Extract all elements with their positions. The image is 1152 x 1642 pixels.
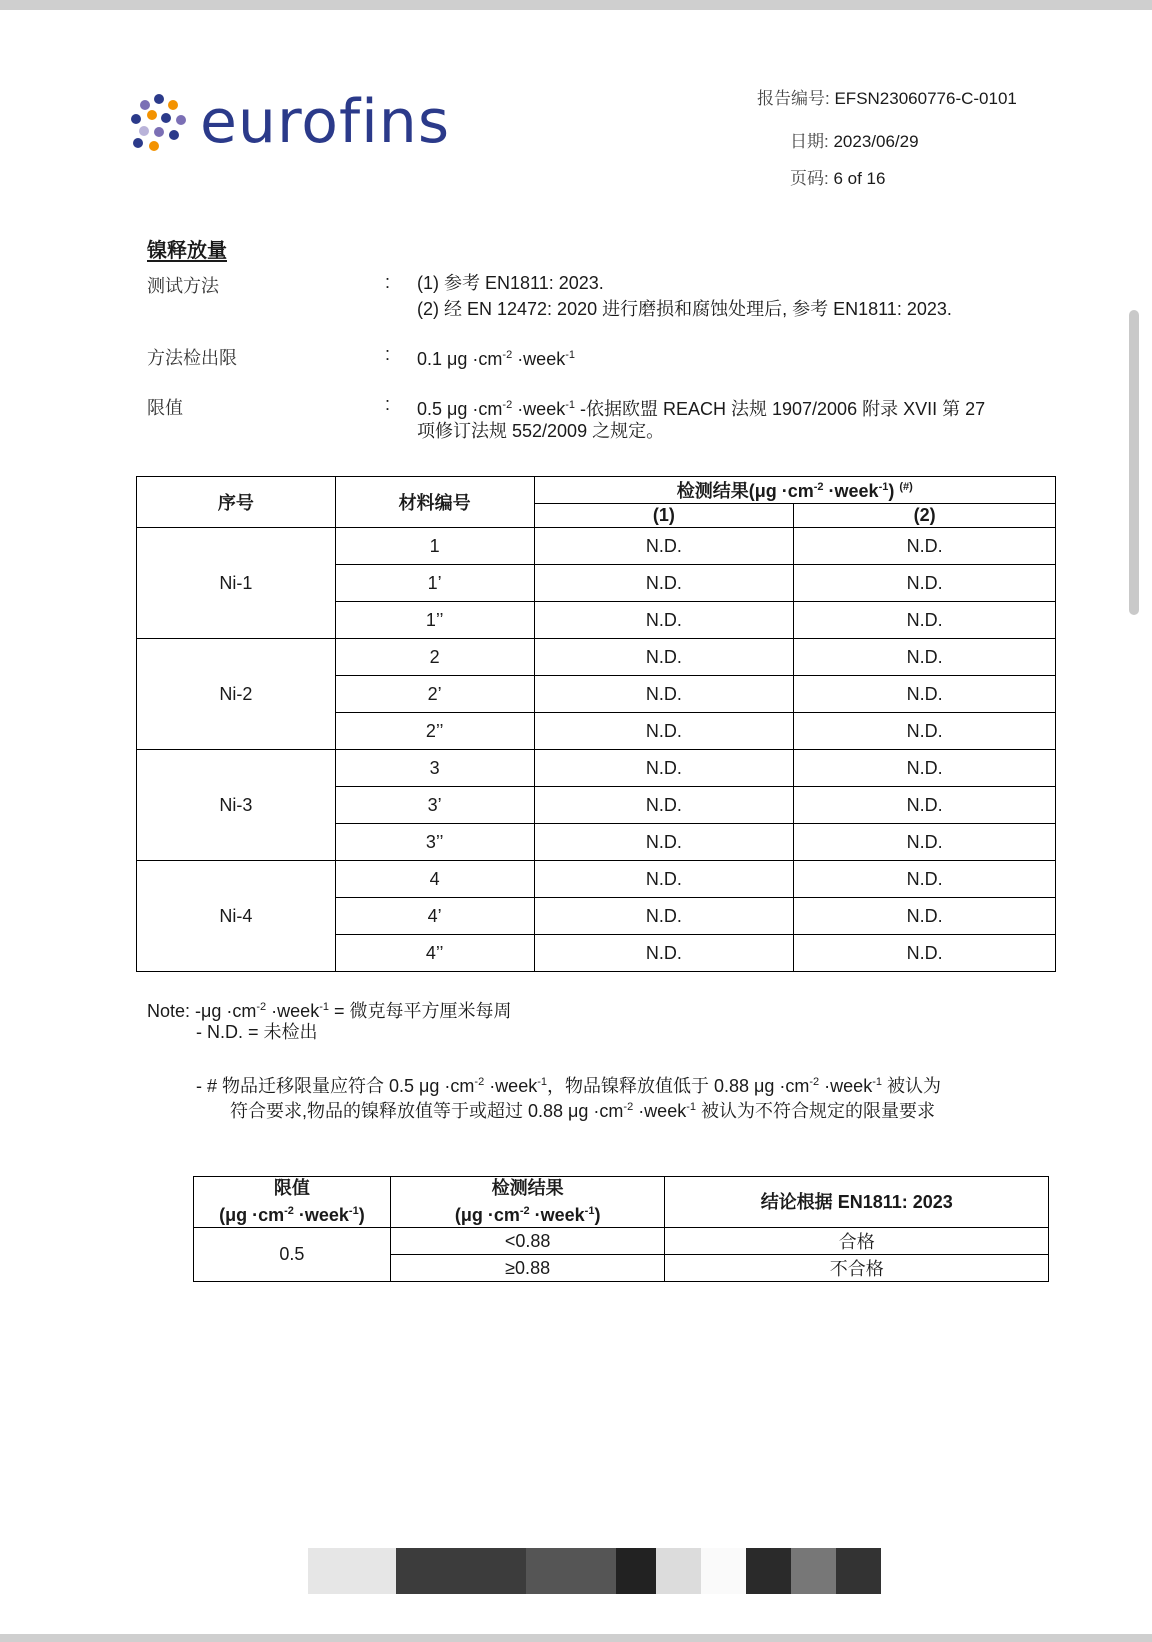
colon: : — [385, 344, 391, 364]
method-line-1: (1) 参考 EN1811: 2023. — [417, 273, 604, 293]
result-2-cell: N.D. — [794, 898, 1056, 935]
result-2-cell: N.D. — [794, 639, 1056, 676]
result-2-cell: N.D. — [794, 750, 1056, 787]
material-cell: 2’ — [335, 676, 534, 713]
note-unit: Note: $-\mu g \cdot cm^{-2}$ ·week$^{-1}$ = 微克每平方厘米每周 — [147, 1001, 512, 1021]
result-2-cell: N.D. — [794, 787, 1056, 824]
material-cell: 3’ — [335, 787, 534, 824]
result-1-cell: N.D. — [534, 602, 794, 639]
sample-id-cell: Ni-4 — [137, 861, 336, 972]
result-1-cell: N.D. — [534, 676, 794, 713]
eurofins-dots-icon — [128, 91, 190, 153]
result-2-cell: N.D. — [794, 565, 1056, 602]
criteria-header-result: 检测结果 ($\mu g \cdot cm^{-2}$ ·week$^{-1}$) — [390, 1177, 665, 1228]
result-1-cell: N.D. — [534, 713, 794, 750]
criteria-result-pass: <0.88 — [390, 1228, 665, 1255]
report-number: 报告编号: EFSN23060776-C-0101 — [757, 89, 1017, 108]
result-2-cell: N.D. — [794, 676, 1056, 713]
header-seq: 序号 — [137, 477, 336, 528]
result-2-cell: N.D. — [794, 713, 1056, 750]
note-limit-line-2: 符合要求,物品的镍释放值等于或超过 0.88 $\mu g \cdot cm^{-2}$ ·week$^{-1}$ 被认为不符合规定的限量要求 — [230, 1101, 935, 1121]
sample-id-cell: Ni-3 — [137, 750, 336, 861]
nickel-results-table — [136, 476, 1056, 972]
result-1-cell: N.D. — [534, 935, 794, 972]
limit-label: 限值 — [147, 398, 183, 418]
table-row — [137, 528, 1056, 565]
method-line-2: (2) 经 EN 12472: 2020 进行磨损和腐蚀处理后, 参考 EN1811: 2023. — [417, 299, 952, 319]
note-limit-line-1: - # 物品迁移限量应符合 0.5 $\mu g \cdot cm^{-2}$ ·week$^{-1}$，物品镍释放值低于 0.88 $\mu g \cdot cm^{-2}$ ·week$^{-1}$ 被认为 — [196, 1076, 941, 1096]
method-label: 测试方法 — [147, 276, 219, 296]
criteria-header-conclusion: 结论根据 EN1811: 2023 — [665, 1177, 1049, 1228]
result-2-cell: N.D. — [794, 861, 1056, 898]
result-1-cell: N.D. — [534, 824, 794, 861]
colon: : — [385, 394, 391, 414]
page-number: 页码: 6 of 16 — [790, 169, 886, 188]
result-1-cell: N.D. — [534, 639, 794, 676]
result-1-cell: N.D. — [534, 528, 794, 565]
table-row — [137, 639, 1056, 676]
section-title: 镍释放量 — [147, 240, 227, 262]
sample-id-cell: Ni-2 — [137, 639, 336, 750]
logo-wordmark: eurofins — [200, 87, 451, 157]
material-cell: 3 — [335, 750, 534, 787]
sample-id-cell: Ni-1 — [137, 528, 336, 639]
result-2-cell: N.D. — [794, 528, 1056, 565]
viewer-top-bar — [0, 0, 1152, 10]
note-nd: - N.D. = 未检出 — [196, 1022, 318, 1042]
blurred-footer — [308, 1548, 881, 1594]
header-result: 检测结果($\mu g \cdot cm^{-2}$ ·week$^{-1}$) (#) — [534, 477, 1055, 504]
material-cell: 4’’ — [335, 935, 534, 972]
criteria-header-limit: 限值 ($\mu g \cdot cm^{-2}$ ·week$^{-1}$) — [194, 1177, 391, 1228]
criteria-result-fail: ≥0.88 — [390, 1255, 665, 1282]
detection-limit-label: 方法检出限 — [147, 348, 237, 368]
result-2-cell: N.D. — [794, 935, 1056, 972]
material-cell: 4 — [335, 861, 534, 898]
header-col-1: (1) — [534, 504, 794, 528]
report-date: 日期: 2023/06/29 — [790, 132, 919, 151]
result-1-cell: N.D. — [534, 750, 794, 787]
result-1-cell: N.D. — [534, 861, 794, 898]
criteria-table — [193, 1176, 1049, 1282]
material-cell: 3’’ — [335, 824, 534, 861]
limit-line-1: 0.5 $\mu g \cdot cm^{-2}$ ·week$^{-1}$ -依据欧盟 REACH 法规 1907/2006 附录 XVII 第 27 — [417, 399, 986, 419]
material-cell: 2 — [335, 639, 534, 676]
eurofins-logo — [128, 82, 450, 162]
material-cell: 4’ — [335, 898, 534, 935]
header-col-2: (2) — [794, 504, 1056, 528]
table-row — [137, 861, 1056, 898]
material-cell: 1’ — [335, 565, 534, 602]
detection-limit-value: 0.1 $\mu g \cdot cm^{-2}$ ·week$^{-1}$ — [417, 349, 575, 369]
viewer-bottom-bar — [0, 1634, 1152, 1642]
material-cell: 1’’ — [335, 602, 534, 639]
document-page — [0, 10, 1152, 1634]
result-1-cell: N.D. — [534, 898, 794, 935]
material-cell: 1 — [335, 528, 534, 565]
result-2-cell: N.D. — [794, 824, 1056, 861]
criteria-limit-value: 0.5 — [194, 1228, 391, 1282]
colon: : — [385, 272, 391, 292]
result-1-cell: N.D. — [534, 565, 794, 602]
material-cell: 2’’ — [335, 713, 534, 750]
criteria-conclusion-pass: 合格 — [665, 1228, 1049, 1255]
result-1-cell: N.D. — [534, 787, 794, 824]
criteria-conclusion-fail: 不合格 — [665, 1255, 1049, 1282]
limit-line-2: 项修订法规 552/2009 之规定。 — [417, 421, 665, 441]
table-row — [137, 750, 1056, 787]
header-material: 材料编号 — [335, 477, 534, 528]
scrollbar-thumb[interactable] — [1129, 310, 1139, 615]
result-2-cell: N.D. — [794, 602, 1056, 639]
